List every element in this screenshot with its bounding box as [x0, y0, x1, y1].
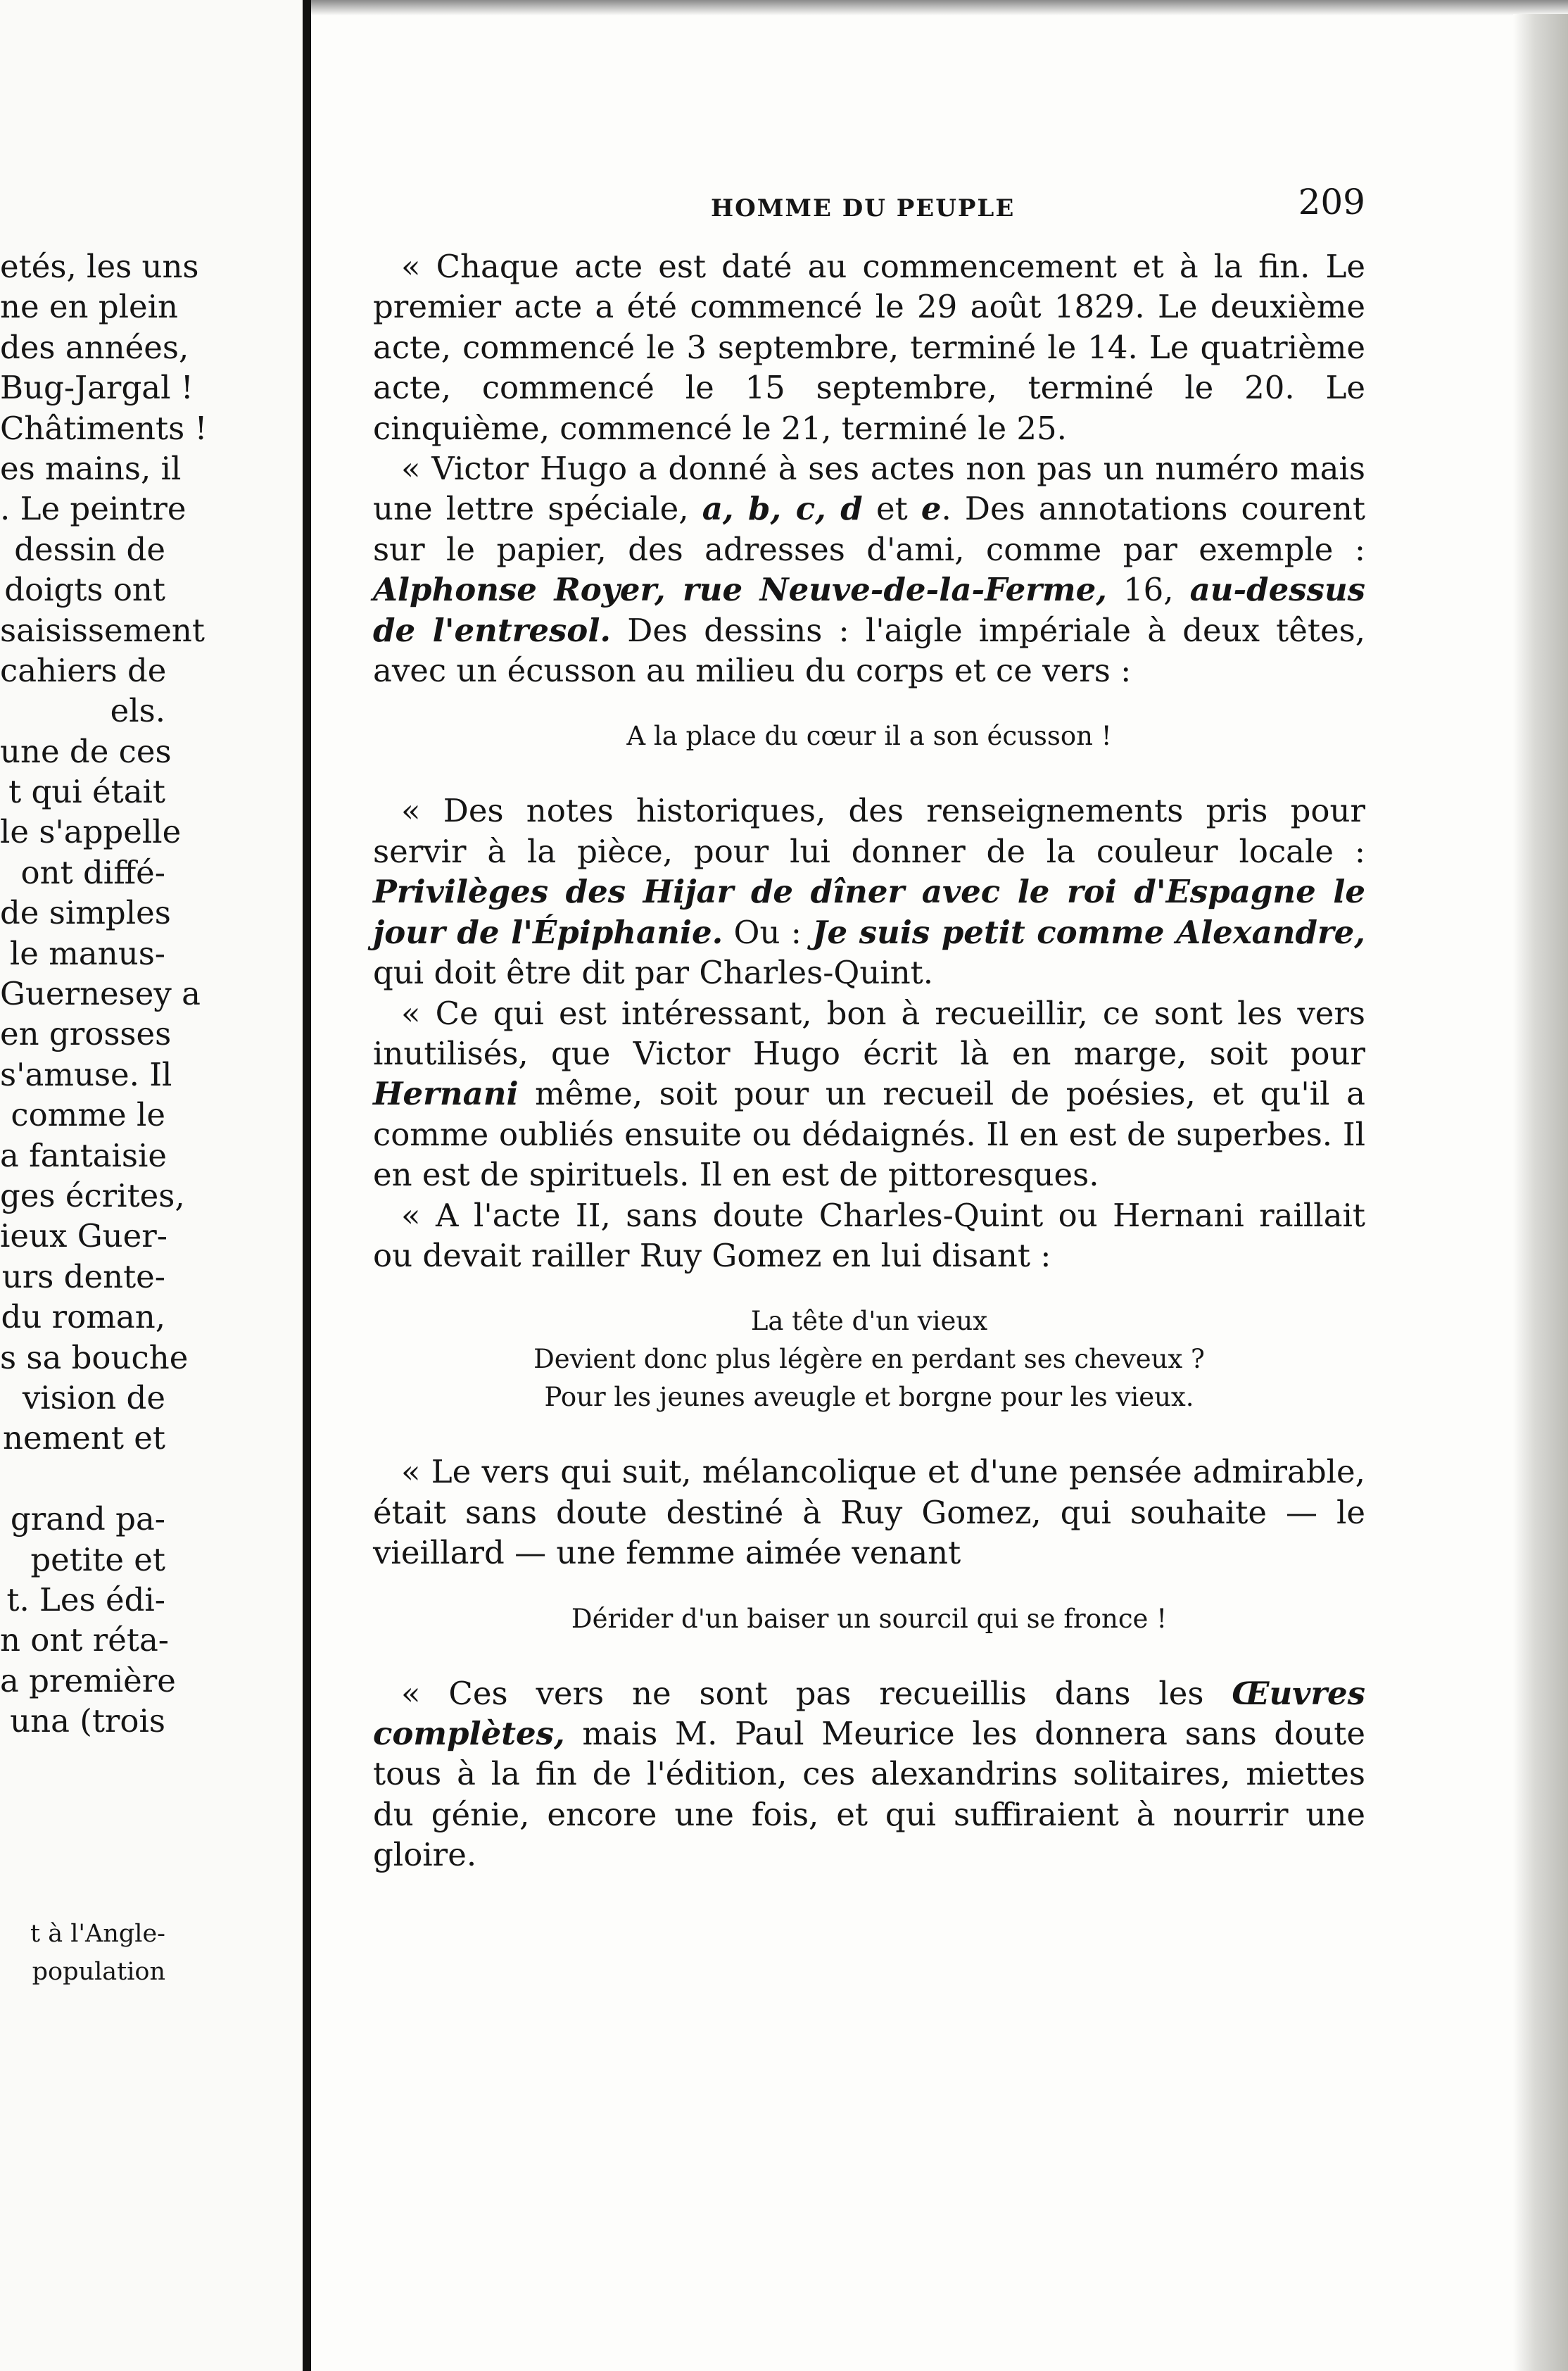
- facing-page-line: des années,: [0, 328, 189, 366]
- facing-page-line: una (trois: [10, 1702, 165, 1740]
- facing-page-line: . Le peintre: [0, 490, 186, 528]
- facing-page-line: els.: [110, 692, 165, 730]
- facing-page-line: Guernesey a: [0, 975, 201, 1013]
- facing-page: [0, 0, 303, 2371]
- facing-page-line: dessin de: [14, 530, 165, 568]
- paragraph-7: « Ces vers ne sont pas recueillis dans les Œuvres complètes, mais M. Paul Meurice les donnera sans doute tous à la fin de l'édition, ces alexandrins solitaires, miettes du génie, encore une fois, et qui suffiraient à nourrir une gloire.: [373, 1674, 1365, 1874]
- facing-page-line: etés, les uns: [0, 248, 199, 285]
- paragraph-4: « Ce qui est intéressant, bon à recueillir, ce sont les vers inutilisés, que Victor Hugo écrit là en marge, soit pour Hernani même, soit pour un recueil de poésies, et qu'il a comme oubliés ensuite ou dédaignés. Il en est de superbes. Il en est de spirituels. Il en est de pittoresques.: [373, 994, 1365, 1194]
- paragraph-5: « A l'acte II, sans doute Charles-Quint ou Hernani raillait ou devait railler Ruy Gomez en lui disant :: [373, 1196, 1365, 1274]
- verse-quote-1: A la place du cœur il a son écusson !: [626, 721, 1112, 752]
- facing-page-line: Bug-Jargal !: [0, 369, 194, 407]
- facing-page-line: a fantaisie: [0, 1136, 167, 1174]
- address: Alphonse Royer, rue Neuve-de-la-Ferme,: [373, 571, 1107, 609]
- page-header: [373, 169, 1365, 246]
- facing-page-line: vision de: [22, 1378, 165, 1416]
- paragraph-2: « Victor Hugo a donné à ses actes non pas un numéro mais une lettre spéciale, a, b, c, d et e. Des annotations courent sur le papier, des adresses d'ami, comme par exemple : Alphonse Royer, rue Neuve-de-la-Ferme, 16, au-dessus de l'entresol. Des dessins : l'aigle impériale à deux têtes, avec un écusson au milieu du corps et ce vers :: [373, 450, 1366, 690]
- facing-page-footnote-line: t à l'Angle-: [30, 1920, 165, 1948]
- facing-page-line: saisissement: [0, 611, 205, 649]
- facing-page-line: es mains, il: [0, 449, 182, 487]
- facing-page-footnote: [30, 1915, 165, 1991]
- facing-page-line: nement et: [3, 1419, 165, 1457]
- running-title: HOMME DU PEUPLE: [711, 194, 1016, 222]
- facing-page-line: de simples: [0, 894, 171, 932]
- verse-quote-2-line-3: Pour les jeunes aveugle et borgne pour les vieux.: [544, 1382, 1194, 1413]
- facing-page-line: grand pa-: [10, 1500, 165, 1538]
- facing-page-line: une de ces: [0, 732, 172, 770]
- page-top-shadow: [311, 0, 1568, 15]
- facing-page-line: ne en plein: [0, 288, 179, 326]
- facing-page-line: s'amuse. Il: [0, 1055, 172, 1093]
- facing-page-line: petite et: [30, 1540, 165, 1578]
- facing-page-line: ont diffé-: [20, 853, 165, 891]
- work-title-hernani: Hernani: [373, 1075, 519, 1113]
- verse-quote-3: Dérider d'un baiser un sourcil qui se fronce !: [571, 1603, 1168, 1634]
- facing-page-line: en grosses: [0, 1015, 172, 1053]
- note-quote: Je suis petit comme Alexandre,: [812, 913, 1365, 951]
- facing-page-line: doigts ont: [4, 571, 165, 609]
- facing-page-line: n ont réta-: [0, 1621, 170, 1659]
- page-edge-shadow: [1513, 14, 1568, 2371]
- book-gutter: [303, 0, 311, 2371]
- book-page: [373, 169, 1365, 1875]
- facing-page-line: le manus-: [9, 934, 165, 972]
- paragraph-6: « Le vers qui suit, mélancolique et d'une pensée admirable, était sans doute destiné à Ruy Gomez, qui souhaite — le vieillard — une femme aimée venant: [373, 1453, 1365, 1572]
- facing-page-line: a première: [0, 1661, 176, 1699]
- work-title-oeuvres: Œuvres complètes,: [373, 1674, 1365, 1752]
- facing-page-line: comme le: [11, 1096, 165, 1134]
- act-letters: a, b, c, d: [702, 490, 863, 528]
- facing-page-line: t qui était: [8, 773, 165, 811]
- facing-page-footnote-line: population: [32, 1958, 165, 1986]
- facing-page-line: le s'appelle: [0, 813, 182, 851]
- note-privileges: Privilèges des Hijar de dîner avec le roi d'Espagne le jour de l'Épiphanie.: [373, 873, 1365, 951]
- facing-page-line: s sa bouche: [0, 1338, 189, 1376]
- facing-page-line: [0, 1459, 165, 1499]
- facing-page-line: cahiers de: [0, 651, 167, 689]
- facing-page-line: Châtiments !: [0, 409, 208, 447]
- page-number: 209: [1298, 182, 1365, 222]
- facing-page-line: ieux Guer-: [0, 1217, 167, 1255]
- verse-quote-2-line-2: Devient donc plus légère en perdant ses cheveux ?: [533, 1344, 1205, 1375]
- paragraph-1: « Chaque acte est daté au commencement et à la fin. Le premier acte a été commencé le 29 août 1829. Le deuxième acte, commencé le 3 septembre, terminé le 14. Le quatrième acte, commencé le 15 septembre, terminé le 20. Le cinquième, commencé le 21, terminé le 25.: [373, 248, 1365, 447]
- facing-page-line: t. Les édi-: [6, 1580, 165, 1618]
- paragraph-3: « Des notes historiques, des renseignements pris pour servir à la pièce, pour lui donner de la couleur locale : Privilèges des Hijar de dîner avec le roi d'Espagne le jour de l'Épiphanie. Ou : Je suis petit comme Alexandre, qui doit être dit par Charles-Quint.: [373, 792, 1365, 992]
- facing-page-text: [0, 246, 208, 1741]
- facing-page-line: ges écrites,: [0, 1176, 185, 1214]
- verse-quote-2-line-1: La tête d'un vieux: [750, 1306, 988, 1337]
- facing-page-line: du roman,: [1, 1298, 165, 1336]
- facing-page-line: urs dente-: [1, 1257, 165, 1295]
